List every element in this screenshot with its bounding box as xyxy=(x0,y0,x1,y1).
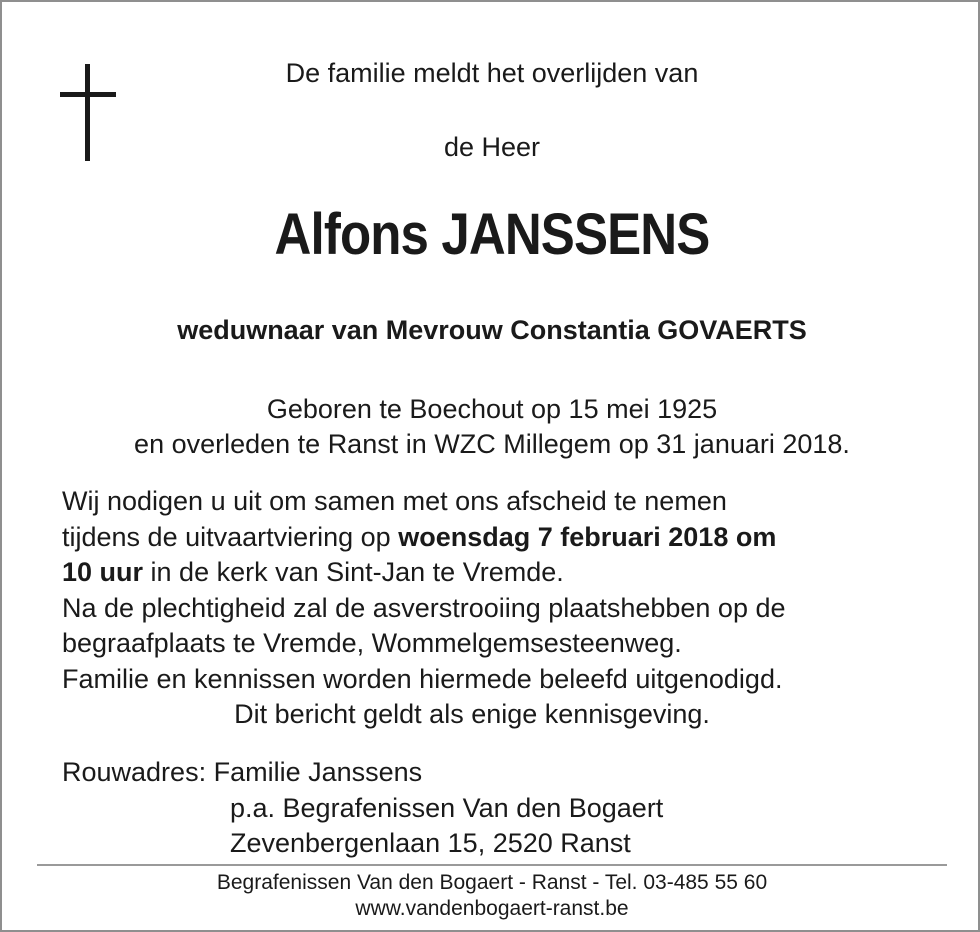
ceremony-text xyxy=(62,484,942,733)
birth-line: Geboren te Boechout op 15 mei 1925 xyxy=(266,394,718,424)
closing-line: Dit bericht geldt als enige kennisgeving. xyxy=(234,699,710,729)
footer-website[interactable]: www.vandenbogaert-ranst.be xyxy=(355,897,629,920)
address-line-3: Zevenbergenlaan 15, 2520 Ranst xyxy=(230,828,631,858)
welcome-line: Familie en kennissen worden hiermede beleefd uitgenodigd. xyxy=(62,663,783,694)
service-datetime: woensdag 7 februari 2018 om xyxy=(398,521,777,552)
mourning-address xyxy=(62,755,663,862)
invite-line-1: Wij nodigen u uit om samen met ons afscheid te nemen xyxy=(62,486,727,516)
address-line-2: p.a. Begrafenissen Van den Bogaert xyxy=(230,792,664,823)
death-line: en overleden te Ranst in WZC Millegem op 31 januari 2018. xyxy=(134,429,850,459)
footer xyxy=(2,870,980,922)
footer-contact: Begrafenissen Van den Bogaert - Ranst - Tel. 03-485 55 60 xyxy=(216,871,768,894)
ceremony-line-1: Na de plechtigheid zal de asverstrooiing plaatshebben op de xyxy=(62,592,786,623)
intro-text: De familie meldt het overlijden van xyxy=(285,58,699,88)
service-time: 10 uur xyxy=(62,557,144,587)
deceased-name: Alfons JANSSENS xyxy=(274,202,710,267)
ceremony-line-2: begraafplaats te Vremde, Wommelgemsesteenweg. xyxy=(62,628,682,658)
life-dates xyxy=(2,392,980,462)
spouse-line: weduwnaar van Mevrouw Constantia GOVAERTS xyxy=(177,315,807,345)
footer-divider xyxy=(37,864,947,866)
invite-line-2: tijdens de uitvaartviering op woensdag 7 februari 2018 om xyxy=(62,521,777,552)
invite-line-3: 10 uur in de kerk van Sint-Jan te Vremde. xyxy=(62,557,564,587)
address-line-1: Rouwadres: Familie Janssens xyxy=(62,757,423,787)
honorific: de Heer xyxy=(443,132,541,162)
